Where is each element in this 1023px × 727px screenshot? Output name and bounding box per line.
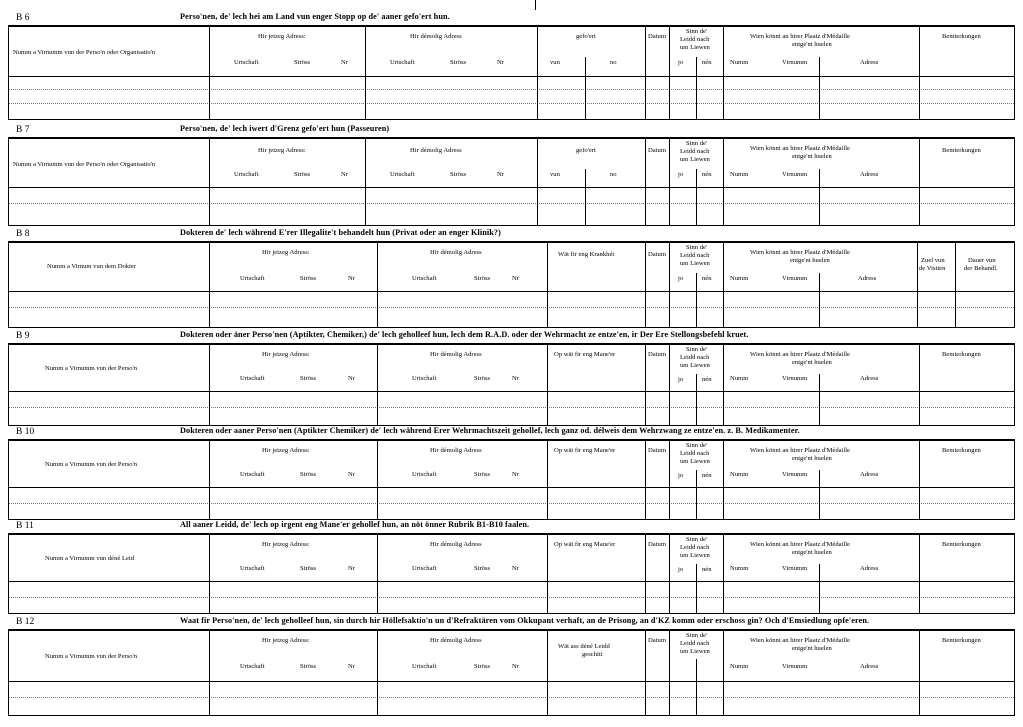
remarks-header: Bemierkungen bbox=[942, 637, 981, 644]
old-address-header: Hir démolig Adress bbox=[430, 249, 482, 256]
vun-label: vun bbox=[550, 171, 560, 178]
nr-label: Nr bbox=[348, 275, 355, 282]
numm-label: Numm bbox=[730, 565, 749, 572]
current-address-header: Hir jetzeg Adress: bbox=[262, 541, 310, 548]
virnumm-label: Virnumm bbox=[782, 171, 808, 178]
section-b8 bbox=[8, 228, 1015, 328]
section-header bbox=[8, 228, 1015, 242]
illness-header: Wät fir eng Krankhét bbox=[558, 251, 615, 258]
numm-label: Numm bbox=[730, 275, 749, 282]
virnumm-label: Virnumm bbox=[782, 565, 808, 572]
nen-label: nén bbox=[702, 376, 712, 383]
sinn-label: Sinn de' bbox=[686, 632, 708, 639]
old-address-header: Hir démolig Adress bbox=[430, 351, 482, 358]
nr-label: Nr bbox=[512, 565, 519, 572]
jo-label: jo bbox=[678, 376, 684, 383]
sinn-label: um Liewen bbox=[680, 44, 710, 51]
stross-label: Ströss bbox=[450, 59, 467, 66]
sinn-label: um Liewen bbox=[680, 260, 710, 267]
visits-header: Zuel vun bbox=[921, 257, 945, 264]
table-header bbox=[9, 631, 1014, 682]
urtschaft-label: Urtschaft bbox=[412, 663, 437, 670]
section-b9 bbox=[8, 330, 1015, 426]
stross-label: Ströss bbox=[294, 171, 311, 178]
nen-label: nén bbox=[702, 275, 712, 282]
jo-label: jo bbox=[678, 566, 684, 573]
section-code: B 9 bbox=[16, 331, 30, 341]
section-table bbox=[8, 26, 1015, 120]
section-code: B 8 bbox=[16, 229, 30, 239]
urtschaft-label: Urtschaft bbox=[240, 565, 265, 572]
stross-label: Ströss bbox=[300, 663, 317, 670]
sinn-label: Leidd nach bbox=[680, 354, 710, 361]
numm-label: Numm bbox=[730, 471, 749, 478]
section-title: Waat fir Perso'nen, de' lech geholleef hun, sin durch hir Höllefsaktio'n un d'Refraktären vom Okkupant verhaft, an de Prisong, an d'KZ komm oder erschoss gin? Och d'Emsiedlung opfe'eren. bbox=[180, 616, 870, 625]
section-header bbox=[8, 616, 1015, 630]
current-address-header: Hir jetzeg Adress: bbox=[262, 351, 310, 358]
sinn-label: Leidd nach bbox=[680, 450, 710, 457]
virnumm-label: Virnumm bbox=[782, 471, 808, 478]
name-column-header: Numm a Virnumm vun der Perso'n oder Organisatio'n bbox=[13, 161, 156, 168]
urtschaft-label: Urtschaft bbox=[412, 375, 437, 382]
stross-label: Ströss bbox=[474, 275, 491, 282]
virnumm-label: Virnumm bbox=[782, 275, 808, 282]
nr-label: Nr bbox=[512, 375, 519, 382]
section-code: B 6 bbox=[16, 13, 30, 23]
medal-recipient-header: entge'nt huelen bbox=[790, 257, 830, 264]
medal-recipient-header: entge'nt huelen bbox=[792, 549, 832, 556]
nr-label: Nr bbox=[348, 375, 355, 382]
datum-header: Datum bbox=[648, 541, 666, 548]
adress-label: Adress bbox=[860, 471, 879, 478]
top-tick-mark bbox=[535, 0, 536, 10]
virnumm-label: Virnumm bbox=[782, 663, 808, 670]
stross-label: Ströss bbox=[474, 471, 491, 478]
datum-header: Datum bbox=[648, 251, 666, 258]
section-table bbox=[8, 138, 1015, 226]
section-code: B 7 bbox=[16, 125, 30, 135]
table-header bbox=[9, 345, 1014, 392]
name-column-header: Numm a Virnumm vun der Perso'n oder Organisatio'n bbox=[13, 49, 156, 56]
stross-label: Ströss bbox=[450, 171, 467, 178]
datum-header: Datum bbox=[648, 637, 666, 644]
sinn-label: Sinn de' bbox=[686, 536, 708, 543]
medal-recipient-header: Wien könnt an hirer Plaatz d'Médaille bbox=[750, 249, 850, 256]
urtschaft-label: Urtschaft bbox=[412, 565, 437, 572]
sinn-label: um Liewen bbox=[680, 362, 710, 369]
stross-label: Ströss bbox=[300, 275, 317, 282]
section-code: B 10 bbox=[16, 427, 35, 437]
what-happened-header: geschitt bbox=[582, 651, 603, 658]
remarks-header: Bemierkungen bbox=[942, 33, 981, 40]
urtschaft-label: Urtschaft bbox=[240, 471, 265, 478]
name-column-header: Numm a Virnumm vun déné Leid bbox=[45, 555, 135, 562]
nr-label: Nr bbox=[512, 663, 519, 670]
table-header bbox=[9, 139, 1014, 188]
manner-header: Op wät fir eng Mane'er bbox=[554, 351, 616, 358]
section-code: B 11 bbox=[16, 521, 34, 531]
section-b6 bbox=[8, 12, 1015, 120]
no-label: no bbox=[610, 59, 617, 66]
medal-recipient-header: Wien könnt an hirer Plaatz d'Médaille bbox=[750, 33, 850, 40]
table-header bbox=[9, 27, 1014, 77]
section-title: All aaner Leidd, de' lech op irgent eng Mane'er gehollef hun, an nöt önner Rubrik B1-B10 faalen. bbox=[180, 520, 530, 529]
sinn-label: Sinn de' bbox=[686, 244, 708, 251]
section-header bbox=[8, 124, 1015, 138]
section-title: Perso'nen, de' lech iwert d'Grenz gefo'ert hun (Passeuren) bbox=[180, 124, 390, 133]
remarks-header: Bemierkungen bbox=[942, 147, 981, 154]
medal-recipient-header: entge'nt huelen bbox=[792, 41, 832, 48]
medal-recipient-header: Wien könnt an hirer Plaatz d'Médaille bbox=[750, 351, 850, 358]
urtschaft-label: Urtschaft bbox=[412, 275, 437, 282]
virnumm-label: Virnumm bbox=[782, 59, 808, 66]
section-table bbox=[8, 630, 1015, 716]
name-column-header: Numm a Virnum vun dem Dokter bbox=[47, 263, 137, 270]
nen-label: nén bbox=[702, 59, 712, 66]
nr-label: Nr bbox=[497, 59, 504, 66]
sinn-label: um Liewen bbox=[680, 156, 710, 163]
urtschaft-label: Urtschaft bbox=[390, 171, 415, 178]
adress-label: Adress bbox=[858, 275, 877, 282]
medal-recipient-header: Wien könnt an hirer Plaatz d'Médaille bbox=[750, 541, 850, 548]
table-header bbox=[9, 243, 1014, 292]
section-header bbox=[8, 330, 1015, 344]
section-table bbox=[8, 440, 1015, 520]
adress-label: Adress bbox=[860, 375, 879, 382]
nr-label: Nr bbox=[512, 275, 519, 282]
jo-label: jo bbox=[678, 472, 684, 479]
old-address-header: Hir démolig Adress bbox=[430, 637, 482, 644]
vun-label: vun bbox=[550, 59, 560, 66]
duration-header: der Behandl. bbox=[964, 265, 998, 272]
nen-label: nén bbox=[702, 472, 712, 479]
section-header bbox=[8, 12, 1015, 26]
table-header bbox=[9, 535, 1014, 582]
medal-recipient-header: Wien könnt an hirer Plaatz d'Médaille bbox=[750, 447, 850, 454]
urtschaft-label: Urtschaft bbox=[234, 59, 259, 66]
adress-label: Adress bbox=[860, 663, 879, 670]
nr-label: Nr bbox=[341, 59, 348, 66]
virnumm-label: Virnumm bbox=[782, 375, 808, 382]
stross-label: Ströss bbox=[300, 565, 317, 572]
nr-label: Nr bbox=[348, 663, 355, 670]
numm-label: Numm bbox=[730, 171, 749, 178]
datum-header: Datum bbox=[648, 351, 666, 358]
sinn-label: Leidd nach bbox=[680, 544, 710, 551]
manner-header: Op wät fir eng Mane'er bbox=[554, 541, 616, 548]
sinn-label: Sinn de' bbox=[686, 140, 708, 147]
duration-header: Dauer vun bbox=[968, 257, 996, 264]
numm-label: Numm bbox=[730, 663, 749, 670]
sinn-label: Sinn de' bbox=[686, 346, 708, 353]
what-happened-header: Wät ass déné Leidd bbox=[558, 643, 610, 650]
datum-header: Datum bbox=[648, 33, 666, 40]
nr-label: Nr bbox=[341, 171, 348, 178]
urtschaft-label: Urtschaft bbox=[240, 663, 265, 670]
urtschaft-label: Urtschaft bbox=[240, 275, 265, 282]
jo-label: jo bbox=[678, 171, 684, 178]
urtschaft-label: Urtschaft bbox=[412, 471, 437, 478]
old-address-header: Hir démolig Adress bbox=[430, 541, 482, 548]
urtschaft-label: Urtschaft bbox=[390, 59, 415, 66]
current-address-header: Hir jetzeg Adress: bbox=[258, 33, 306, 40]
sinn-label: um Liewen bbox=[680, 458, 710, 465]
sinn-label: Leidd nach bbox=[680, 252, 710, 259]
medal-recipient-header: Wien könnt an hirer Plaatz d'Médaille bbox=[750, 637, 850, 644]
stross-label: Ströss bbox=[474, 663, 491, 670]
adress-label: Adress bbox=[860, 59, 879, 66]
no-label: no bbox=[610, 171, 617, 178]
old-address-header: Hir démolig Adress bbox=[410, 147, 462, 154]
section-header bbox=[8, 426, 1015, 440]
jo-label: jo bbox=[678, 275, 684, 282]
visits-header: de Visiten bbox=[919, 265, 946, 272]
stross-label: Ströss bbox=[300, 471, 317, 478]
manner-header: Op wät fir eng Mane'er bbox=[554, 447, 616, 454]
transported-header: gefo'ert bbox=[576, 33, 596, 40]
sinn-label: Leidd nach bbox=[680, 36, 710, 43]
section-b12 bbox=[8, 616, 1015, 716]
section-b10 bbox=[8, 426, 1015, 520]
nr-label: Nr bbox=[497, 171, 504, 178]
current-address-header: Hir jetzeg Adress: bbox=[262, 637, 310, 644]
datum-header: Datum bbox=[648, 147, 666, 154]
medal-recipient-header: entge'nt huelen bbox=[792, 359, 832, 366]
numm-label: Numm bbox=[730, 59, 749, 66]
nr-label: Nr bbox=[512, 471, 519, 478]
nr-label: Nr bbox=[348, 565, 355, 572]
urtschaft-label: Urtschaft bbox=[240, 375, 265, 382]
section-b11 bbox=[8, 520, 1015, 614]
section-table bbox=[8, 534, 1015, 614]
section-title: Perso'nen, de' lech hei am Land vun enger Stopp op de' aaner gefo'ert hun. bbox=[180, 12, 450, 21]
section-title: Dokteren de' lech während E'rer Illegalite't behandelt hun (Privat oder an enger Klinik?) bbox=[180, 228, 501, 237]
old-address-header: Hir démolig Adress bbox=[410, 33, 462, 40]
section-header bbox=[8, 520, 1015, 534]
nen-label: nén bbox=[702, 171, 712, 178]
sinn-label: um Liewen bbox=[680, 648, 710, 655]
nr-label: Nr bbox=[348, 471, 355, 478]
remarks-header: Bemierkungen bbox=[942, 447, 981, 454]
stross-label: Ströss bbox=[474, 375, 491, 382]
jo-label: jo bbox=[678, 59, 684, 66]
stross-label: Ströss bbox=[294, 59, 311, 66]
stross-label: Ströss bbox=[300, 375, 317, 382]
table-header bbox=[9, 441, 1014, 488]
section-code: B 12 bbox=[16, 617, 35, 627]
numm-label: Numm bbox=[730, 375, 749, 382]
section-b7 bbox=[8, 124, 1015, 226]
section-table bbox=[8, 242, 1015, 328]
section-table bbox=[8, 344, 1015, 426]
adress-label: Adress bbox=[860, 171, 879, 178]
current-address-header: Hir jetzeg Adress: bbox=[262, 249, 310, 256]
medal-recipient-header: entge'nt huelen bbox=[792, 455, 832, 462]
medal-recipient-header: entge'nt huelen bbox=[792, 645, 832, 652]
current-address-header: Hir jetzeg Adress: bbox=[258, 147, 306, 154]
sinn-label: um Liewen bbox=[680, 552, 710, 559]
old-address-header: Hir démolig Adress bbox=[430, 447, 482, 454]
datum-header: Datum bbox=[648, 447, 666, 454]
name-column-header: Numm a Virnumm vun der Perso'n bbox=[45, 365, 138, 372]
sinn-label: Sinn de' bbox=[686, 28, 708, 35]
transported-header: gefo'ert bbox=[576, 147, 596, 154]
stross-label: Ströss bbox=[474, 565, 491, 572]
section-title: Dokteren oder äner Perso'nen (Aptikter, Chemiker,) de' lech geholleef hun, lech dem R.A.D. oder der Wehrmacht ze entze'en, ir Der Ere Stellongsbefehl kruet. bbox=[180, 330, 749, 339]
urtschaft-label: Urtschaft bbox=[234, 171, 259, 178]
name-column-header: Numm a Virnumm vun der Perso'n bbox=[45, 461, 138, 468]
sinn-label: Sinn de' bbox=[686, 442, 708, 449]
nen-label: nén bbox=[702, 566, 712, 573]
remarks-header: Bemierkungen bbox=[942, 351, 981, 358]
medal-recipient-header: Wien könnt an hirer Plaatz d'Médaille bbox=[750, 145, 850, 152]
section-title: Dokteren oder aaner Perso'nen (Aptikter Chemiker) de' lech während Erer Wehrmachtszeit gehollef, lech ganz od. délweis dem Wehrzwang ze entze'en. z. B. Medikamenter. bbox=[180, 426, 800, 435]
sinn-label: Leidd nach bbox=[680, 148, 710, 155]
remarks-header: Bemierkungen bbox=[942, 541, 981, 548]
sinn-label: Leidd nach bbox=[680, 640, 710, 647]
name-column-header: Numm a Virnumm vun der Perso'n bbox=[45, 653, 138, 660]
medal-recipient-header: entge'nt huelen bbox=[792, 153, 832, 160]
current-address-header: Hir jetzeg Adress: bbox=[262, 447, 310, 454]
adress-label: Adress bbox=[860, 565, 879, 572]
